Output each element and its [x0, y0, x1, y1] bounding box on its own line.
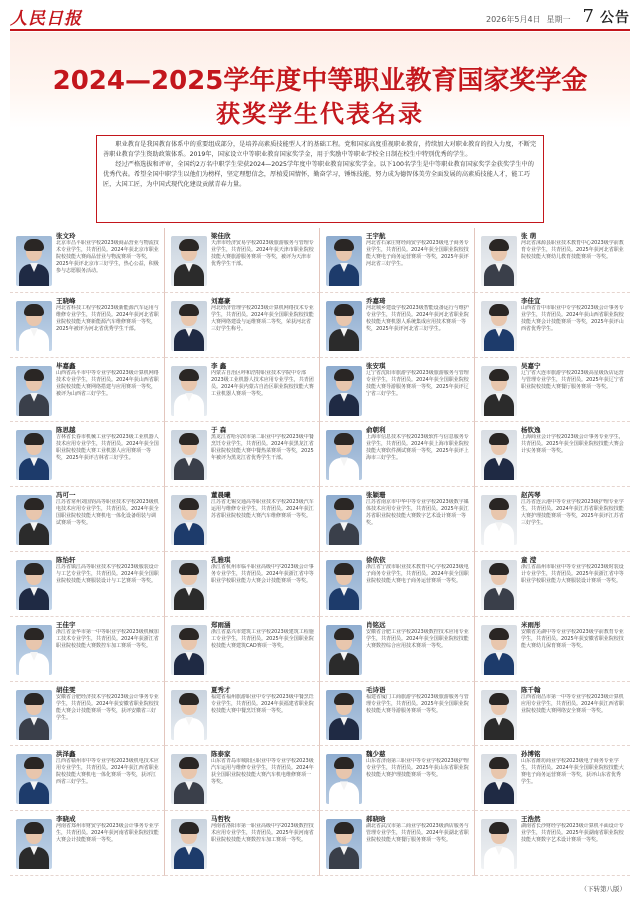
- student-photo: [481, 366, 517, 416]
- student-card: [165, 811, 320, 876]
- student-name: 童 滢: [521, 555, 537, 564]
- student-name: 洪泽鑫: [56, 750, 76, 759]
- student-card: [165, 422, 320, 487]
- student-name: 肖铭远: [366, 620, 386, 629]
- student-description: 江苏省无锡交通高等职业技术学校2023级汽车运用与维修专业学生，共青团员。2024年获江苏省职业院校技能大赛汽车维修赛项一等奖。: [211, 499, 314, 520]
- student-photo: [481, 754, 517, 804]
- page-number: 7: [582, 6, 594, 27]
- student-photo: [171, 430, 207, 480]
- student-description: 江西省南昌市第一中等专业学校2023级计算机应用专业学生，共青团员。2024年获江西省职业院校技能大赛网络安全赛项一等奖。: [521, 693, 624, 714]
- student-photo: [481, 560, 517, 610]
- student-photo: [171, 560, 207, 610]
- student-description: 山东省济南第三职业中等专业学校2023级护理专业学生，共青团员。2025年获山东省职业院校技能大赛护理技能赛项一等奖。: [366, 758, 469, 779]
- student-name: 孔雅琪: [211, 555, 231, 564]
- student-photo: [16, 430, 52, 480]
- student-card: [320, 487, 475, 552]
- student-name: 张安琪: [366, 361, 386, 370]
- student-name: 王宇航: [366, 232, 386, 240]
- student-description: 福建省厦门工商旅游学校2023级旅游服务与管理专业学生，共青团员。2025年获全国职业院校技能大赛导游服务赛项一等奖。: [366, 693, 469, 714]
- student-photo: [171, 819, 207, 869]
- student-description: 江苏省常州刘国钧高等职业技术学校2023级机电技术应用专业学生，共青团员。2024年获全国职业院校技能大赛机电一体化设备组装与调试赛项一等奖。: [56, 499, 159, 527]
- student-description: 江苏省连云港中等专业学校2023级护理专业学生，共青团员。2024年获江苏省职业院校技能大赛护理技能赛项一等奖，2025年获评江苏省三好学生。: [521, 499, 624, 527]
- student-name: 毕嘉鑫: [56, 361, 76, 370]
- student-photo: [16, 625, 52, 675]
- student-name: 徐依依: [366, 555, 386, 564]
- student-card: [10, 617, 165, 682]
- student-card: [165, 293, 320, 358]
- student-name: 乔嘉琦: [366, 296, 386, 305]
- student-card: [165, 228, 320, 293]
- student-name: 陈千翰: [521, 685, 541, 694]
- student-name: 张文玲: [56, 232, 76, 240]
- student-photo: [16, 366, 52, 416]
- student-photo: [171, 495, 207, 545]
- student-description: 浙江省杭州市临平职业高级中学2023级会计事务专业学生，共青团员。2024年获浙江省中等职业学校职业能力大赛会计技能赛项一等奖。: [211, 563, 314, 584]
- student-name: 米雨彤: [521, 620, 541, 629]
- student-description: 上海商业会计学校2023级会计事务专业学生，共青团员。2025年获全国职业院校技能大赛会计实务赛项一等奖。: [521, 434, 624, 455]
- student-name: 冯可一: [56, 491, 76, 500]
- student-card: [10, 358, 165, 423]
- student-name: 李 鑫: [211, 361, 227, 370]
- student-card: [475, 617, 630, 682]
- student-card: [165, 487, 320, 552]
- student-name: 于 森: [211, 426, 227, 435]
- student-photo: [481, 430, 517, 480]
- intro-paragraph-2: 经过严格选拔和评审，全国约2万名中职学生荣获2024—2025学年度中等职业教育国家奖学金。以下100名学生是中等职业教育国家奖学金获奖学生中的优秀代表。希望全国中职学生以他们为榜样，坚定理想信念，厚植爱国情怀，勤奋学习，锤炼技能，努力成为德智体美劳全面发展的高素质技能人才，能工巧匠，大国工匠，为中国式现代化建设贡献青春力量。: [103, 161, 534, 188]
- student-description: 山西省晋中市职业中专学校2023级会计事务专业学生，共青团员。2024年获山西省职业院校技能大赛会计技能赛项一等奖，2025年获评山西省优秀学生。: [521, 304, 624, 332]
- student-card: [320, 552, 475, 617]
- student-name: 毛诗语: [366, 685, 386, 694]
- student-card: [320, 746, 475, 811]
- student-name: 郝晓晗: [366, 815, 386, 824]
- student-card: [320, 228, 475, 293]
- student-description: 山东省青岛市城阳区职业中等专业学校2023级汽车运用与维修专业学生，共青团员。2024年获全国职业院校技能大赛汽车机电维修赛项一等奖。: [211, 758, 314, 786]
- student-name: 赵芮琴: [521, 491, 541, 500]
- student-description: 福建省福州旅游职业中专学校2023级中餐烹饪专业学生，共青团员。2024年获福建省职业院校技能大赛中餐烹饪赛项一等奖。: [211, 693, 314, 714]
- student-photo: [171, 690, 207, 740]
- student-description: 湖南省长沙财经学校2023级计算机平面设计专业学生，共青团员。2025年获湖南省职业院校技能大赛数字艺术设计赛项一等奖。: [521, 823, 624, 844]
- student-photo: [171, 366, 207, 416]
- student-photo: [326, 301, 362, 351]
- student-photo: [481, 495, 517, 545]
- student-description: 安徽省合肥工业学校2023级数控技术应用专业学生，共青团员。2024年获全国职业院校技能大赛数控综合应用技术赛项一等奖。: [366, 628, 469, 649]
- student-photo: [481, 236, 517, 286]
- student-description: 吉林省长春市机械工业学校2023级工业机器人技术应用专业学生，共青团员。2024年获全国职业院校技能大赛工业机器人应用赛项一等奖，2025年获评吉林省三好学生。: [56, 434, 159, 462]
- page-title-line-2: 获奖学生代表名录: [216, 100, 424, 128]
- student-card: [165, 746, 320, 811]
- student-description: 河北省涞源县职业技术教育中心2023级学前教育专业学生，共青团员。2025年获河北省职业院校技能大赛幼儿教育技能赛项一等奖。: [521, 240, 624, 260]
- student-description: 江苏省镇江高等职业技术学校2023级服装设计与工艺专业学生，共青团员。2024年获全国职业院校技能大赛服装设计与工艺赛项一等奖。: [56, 563, 159, 584]
- student-photo: [16, 236, 52, 286]
- student-description: 浙江省金华市第一中等职业学校2023级机械加工技术专业学生，共青团员。2024年获浙江省职业院校技能大赛数控车加工赛项一等奖。: [56, 628, 159, 649]
- intro-box: [96, 135, 544, 223]
- student-photo: [16, 754, 52, 804]
- student-description: 辽宁省沈阳市旅游学校2023级旅游服务与管理专业学生，共青团员。2024年获全国职业院校技能大赛导游服务赛项一等奖，2025年获评辽宁省三好学生。: [366, 369, 469, 397]
- student-name: 陈怡轩: [56, 555, 76, 564]
- section-name: 公告: [600, 10, 630, 26]
- continued-note: （下转第八版）: [580, 885, 626, 893]
- student-photo: [16, 495, 52, 545]
- student-photo: [326, 430, 362, 480]
- student-card: [475, 811, 630, 876]
- student-card: [475, 682, 630, 747]
- student-photo: [481, 819, 517, 869]
- student-photo: [171, 754, 207, 804]
- student-card: [10, 293, 165, 358]
- student-card: [10, 746, 165, 811]
- student-description: 河北省石家庄财经商贸学校2023级电子商务专业学生，共青团员。2024年获全国职业院校技能大赛电子商务运营赛项一等奖，2025年获评河北省三好学生。: [366, 240, 469, 267]
- student-card: [475, 552, 630, 617]
- student-photo: [16, 819, 52, 869]
- student-card: [10, 811, 165, 876]
- student-description: 黑龙江省哈尔滨市第二职业中学校2023级中餐烹饪专业学生，共青团员。2024年获黑龙江省职业院校技能大赛中餐热菜赛项一等奖，2025年被评为黑龙江省优秀学生干部。: [211, 434, 314, 462]
- student-card: [165, 552, 320, 617]
- student-name: 梁佳欣: [211, 232, 231, 240]
- student-description: 江西省赣州市中等专业学校2023级机电技术应用专业学生，共青团员。2024年获江西省职业院校技能大赛机电一体化赛项一等奖，获评江西省三好学生。: [56, 758, 159, 786]
- student-card: [475, 293, 630, 358]
- student-photo: [326, 495, 362, 545]
- student-name: 杨钦逸: [521, 426, 541, 435]
- student-name: 魏少慈: [366, 750, 386, 759]
- student-name: 郑雨涵: [211, 620, 231, 629]
- student-description: 山西省高平市中等专业学校2023级计算机网络技术专业学生，共青团员。2024年获山西省职业院校技能大赛网络搭建与应用赛项一等奖，被评为山西省三好学生。: [56, 369, 159, 397]
- issue-weekday: 星期一: [546, 15, 571, 24]
- student-description: 浙江省温州市职业中等专业学校2023级时装设计专业学生，共青团员。2025年获浙江省中等职业学校职业能力大赛服装设计赛项一等奖。: [521, 563, 624, 584]
- student-photo: [326, 560, 362, 610]
- student-card: [10, 682, 165, 747]
- student-description: 上海市信息技术学校2023级软件与信息服务专业学生，共青团员。2024年获上海市职业院校技能大赛软件测试赛项一等奖，2025年获评上海市三好学生。: [366, 434, 469, 462]
- student-photo: [481, 625, 517, 675]
- student-description: 河北省科技工程学校2023级新能源汽车运用与维修专业学生，共青团员。2024年获河北省职业院校技能大赛新能源汽车维修赛项一等奖，2025年被评为河北省优秀学生干部。: [56, 304, 159, 332]
- student-card: [320, 293, 475, 358]
- student-name: 张颖珊: [366, 491, 386, 500]
- student-name: 王佳宇: [56, 620, 76, 629]
- student-description: 河南省洛阳市第一职业高级中学2023级数控技术应用专业学生，共青团员。2025年获河南省职业院校技能大赛数控车加工赛项一等奖。: [211, 823, 314, 844]
- student-description: 山东省潍坊商业学校2023级电子商务专业学生，共青团员。2024年获全国职业院校技能大赛电子商务运营赛项一等奖，获评山东省优秀学生。: [521, 758, 624, 786]
- student-description: 天津市经济贸易学校2023级旅游服务与管理专业学生，共青团员。2024年获天津市职业院校技能大赛旅游服务赛项一等奖，被评为天津市优秀学生干部。: [211, 240, 314, 267]
- student-name: 董晨曦: [211, 491, 231, 500]
- student-description: 内蒙古自治区呼和浩特职业技术学院中专部2023级工业机器人技术应用专业学生，共青团员。2024年获内蒙古自治区职业院校技能大赛工业机器人赛项一等奖。: [211, 369, 314, 397]
- student-photo: [481, 690, 517, 740]
- student-photo: [171, 236, 207, 286]
- student-photo: [16, 301, 52, 351]
- issue-date: 2026年5月4日: [486, 15, 541, 24]
- masthead-info: [486, 6, 630, 27]
- student-name: 张 萌: [521, 232, 537, 240]
- student-photo: [481, 301, 517, 351]
- student-grid: [10, 228, 630, 876]
- student-card: [475, 746, 630, 811]
- intro-paragraph-1: 职业教育是我国教育体系中的重要组成部分，是培养高素质技能型人才的基础工程。党和国家高度重视职业教育，持续加大对职业教育的投入力度，不断完善职业教育学生资助政策体系。2019年，国家设立中等职业教育国家奖学金，用于奖励中等职业学校全日制在校生中特别优秀的学生。: [103, 141, 537, 158]
- student-photo: [326, 366, 362, 416]
- student-description: 安徽省芜湖中等专业学校2023级学前教育专业学生，共青团员。2025年获安徽省职业院校技能大赛幼儿保育赛项一等奖。: [521, 628, 624, 649]
- student-description: 辽宁省大连市旅游学校2023级高星级饭店运营与管理专业学生，共青团员。2025年获辽宁省职业院校技能大赛餐厅服务赛项一等奖。: [521, 369, 624, 390]
- student-photo: [16, 560, 52, 610]
- student-name: 吴嘉宁: [521, 361, 541, 370]
- student-photo: [326, 690, 362, 740]
- student-card: [10, 228, 165, 293]
- student-name: 夏秀才: [211, 685, 231, 694]
- student-card: [475, 487, 630, 552]
- student-card: [10, 422, 165, 487]
- student-name: 刘嘉豪: [211, 296, 231, 305]
- student-name: 陈泰家: [211, 750, 231, 759]
- student-card: [320, 682, 475, 747]
- student-photo: [326, 754, 362, 804]
- student-card: [320, 358, 475, 423]
- student-card: [10, 552, 165, 617]
- student-photo: [326, 236, 362, 286]
- student-photo: [171, 301, 207, 351]
- student-description: 浙江省嘉兴市建筑工业学校2023级建筑工程施工专业学生，共青团员。2025年获全国职业院校技能大赛建筑CAD赛项一等奖。: [211, 628, 314, 649]
- student-description: 湖北省武汉市第二商业学校2023级酒店服务与管理专业学生，共青团员。2024年获湖北省职业院校技能大赛餐厅服务赛项一等奖。: [366, 823, 469, 844]
- student-photo: [326, 819, 362, 869]
- student-card: [165, 358, 320, 423]
- student-name: 王浩然: [521, 815, 541, 824]
- student-description: 江苏省南京市中华中等专业学校2023级数字媒体技术应用专业学生，共青团员。2025年获江苏省职业院校技能大赛数字艺术设计赛项一等奖。: [366, 499, 469, 527]
- masthead-rule: [10, 29, 630, 31]
- student-photo: [326, 625, 362, 675]
- student-description: 安徽省合肥经济技术学校2023级会计事务专业学生，共青团员。2024年获安徽省职业院校技能大赛会计技能赛项一等奖，获评安徽省三好学生。: [56, 693, 159, 721]
- student-description: 河南省郑州市财贸学校2023级会计事务专业学生，共青团员。2024年获河南省职业院校技能大赛会计技能赛项一等奖。: [56, 823, 159, 844]
- student-card: [320, 617, 475, 682]
- student-name: 胡佳雯: [56, 685, 76, 694]
- masthead: [10, 6, 630, 28]
- student-name: 李晓成: [56, 815, 76, 824]
- student-card: [165, 617, 320, 682]
- student-description: 河北城乡建设学校2023级智能设备运行与维护专业学生，共青团员。2024年获河北省职业院校技能大赛机器人系统集成应用技术赛项一等奖，2025年获评河北省三好学生。: [366, 304, 469, 332]
- newspaper-logo: 人民日报: [10, 9, 82, 29]
- student-name: 俞朝利: [366, 426, 386, 435]
- student-description: 浙江省宁波市职业技术教育中心学校2023级电子商务专业学生，共青团员。2024年获全国职业院校技能大赛电子商务运营赛项一等奖。: [366, 563, 469, 584]
- student-card: [165, 682, 320, 747]
- student-card: [10, 487, 165, 552]
- student-name: 孙博铭: [521, 750, 541, 759]
- student-description: 河北经济管理学校2023级计算机网络技术专业学生，共青团员。2024年获全国职业院校技能大赛网络建设与运维赛项二等奖，荣获河北省三好学生称号。: [211, 304, 314, 332]
- student-name: 王晓峰: [56, 296, 76, 305]
- student-photo: [171, 625, 207, 675]
- page-title-line-1: 2024—2025学年度中等职业教育国家奖学金: [52, 66, 588, 96]
- student-card: [475, 228, 630, 293]
- student-name: 李佳宜: [521, 296, 541, 305]
- student-card: [320, 422, 475, 487]
- student-name: 陈思越: [56, 426, 76, 435]
- student-photo: [16, 690, 52, 740]
- student-card: [475, 358, 630, 423]
- student-description: 北京市昌平职业学校2023级商品营业与物流技术专业学生，共青团员。2024年获北京市职业院校技能大赛商品营业与物流赛项一等奖，2025年获评北京市三好学生，热心公益，积极参与志愿服务活动。: [56, 240, 159, 274]
- student-card: [475, 422, 630, 487]
- student-card: [320, 811, 475, 876]
- student-name: 马哲牧: [211, 815, 231, 824]
